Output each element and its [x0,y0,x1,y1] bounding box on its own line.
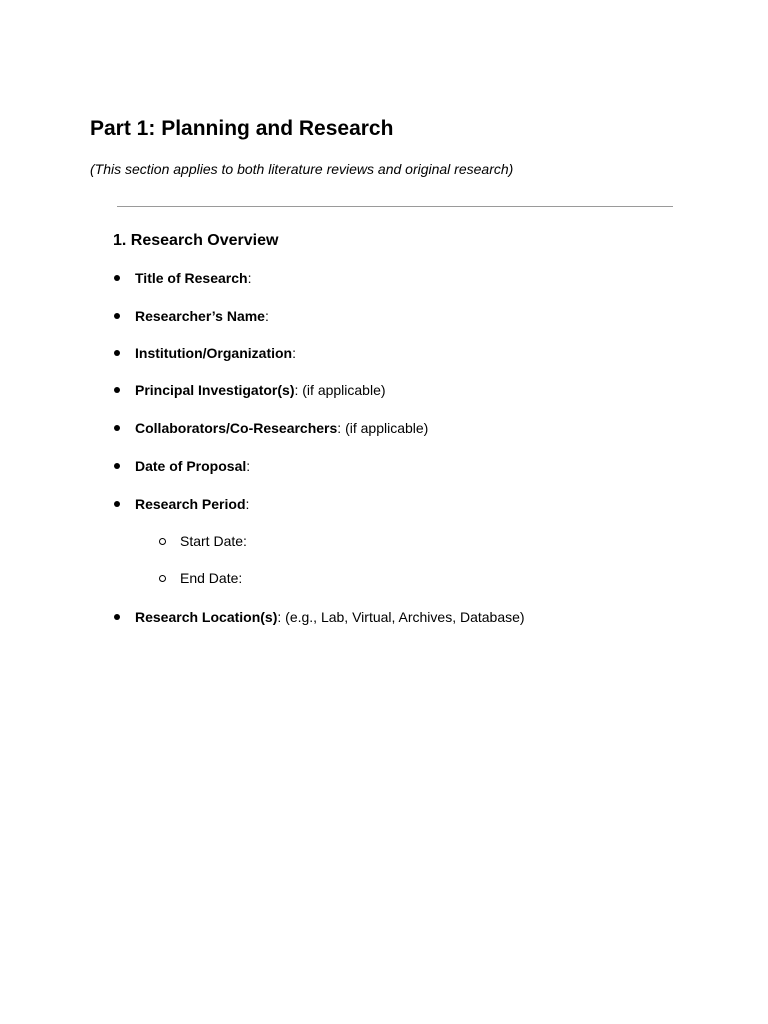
part-note: (This section applies to both literature reviews and original research) [90,161,514,177]
bullet-icon [114,313,120,319]
section-divider [117,206,673,207]
bullet-icon [114,350,120,356]
sub-item-text: End Date: [180,570,243,586]
bullet-icon [114,275,120,281]
bullet-icon [114,501,120,507]
item-text [135,608,525,626]
item-label: Researcher’s Name [135,308,265,324]
hollow-bullet-icon [159,575,166,582]
item-label: Collaborators/Co-Researchers [135,420,338,436]
bullet-icon [114,463,120,469]
item-label: Date of Proposal [135,458,247,474]
item-suffix: : [247,270,252,286]
item-text [135,495,249,513]
bullet-icon [114,614,120,620]
item-suffix: : [264,308,269,324]
item-label: Research Location(s) [135,609,278,625]
item-suffix: : [292,345,296,361]
item-text [135,307,269,325]
item-suffix: : (if applicable) [337,420,429,436]
sub-item-text: Start Date: [180,533,247,549]
bullet-icon [114,425,120,431]
item-label: Institution/Organization [135,345,293,361]
item-suffix: : (if applicable) [294,382,386,398]
part-title: Part 1: Planning and Research [90,117,394,140]
item-text [135,457,250,475]
item-text [135,419,428,437]
item-suffix: : [245,496,250,512]
item-suffix: : (e.g., Lab, Virtual, Archives, Database) [277,609,525,625]
item-label: Title of Research [135,270,248,286]
hollow-bullet-icon [159,538,166,545]
item-text [135,269,251,287]
item-text [135,344,296,362]
item-suffix: : [246,458,251,474]
section-title: 1. Research Overview [113,232,279,249]
item-label: Research Period [135,496,246,512]
item-label: Principal Investigator(s) [135,382,295,398]
item-text [135,381,386,399]
bullet-icon [114,387,120,393]
